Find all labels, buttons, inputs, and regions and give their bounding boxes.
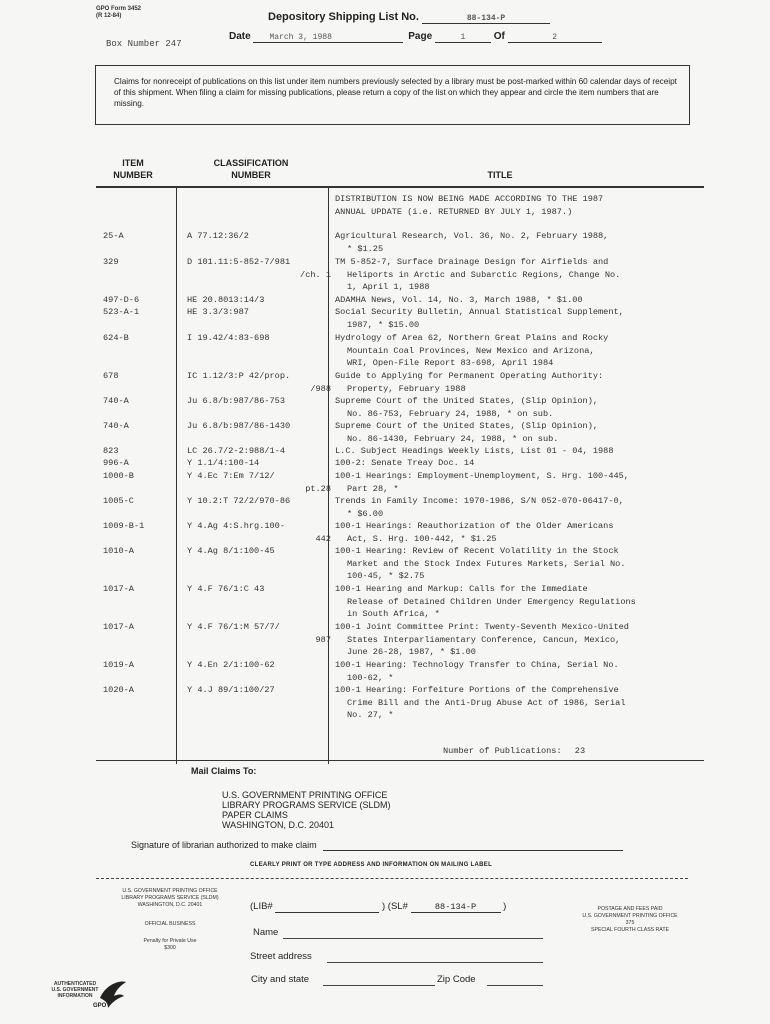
item-number: 497-D-6 <box>103 295 140 305</box>
city-label: City and state <box>251 974 310 985</box>
publication-title: 100-1 Hearings: Reauthorization of the Older Americans Act, S. Hrg. 100-442, * $1.25 <box>335 521 614 544</box>
publication-title: 100-1 Hearing: Technology Transfer to China, Serial No. 100-62, * <box>335 660 619 683</box>
street-field[interactable] <box>327 962 543 963</box>
mail-address: U.S. GOVERNMENT PRINTING OFFICE LIBRARY PROGRAMS SERVICE (SLDM) PAPER CLAIMS WASHINGTON, D.C. 20401 <box>222 790 391 830</box>
publication-title: L.C. Subject Headings Weekly Lists, List 01 - 04, 1988 <box>335 446 614 456</box>
sl-number-value: 88-134-P <box>411 902 501 913</box>
form-number: GPO Form 3452 (R 12-84) <box>96 6 142 19</box>
classification-number: Ju 6.8/b:987/86-753 <box>187 396 285 406</box>
classification-number: LC 26.7/2-2:988/1-4 <box>187 446 285 456</box>
zip-label: Zip Code <box>437 974 476 985</box>
item-number: 996-A <box>103 458 129 468</box>
box-number: Box Number 247 <box>106 39 182 49</box>
signature-field[interactable]: Signature of librarian authorized to make claim <box>131 840 623 851</box>
item-number: 523-A-1 <box>103 307 140 317</box>
cut-line-top <box>96 878 688 879</box>
publication-title: Supreme Court of the United States, (Slip Opinion), No. 86-753, February 24, 1988, * on sub. <box>335 396 599 419</box>
mail-claims-label: Mail Claims To: <box>191 766 257 776</box>
title-header: TITLE <box>487 170 513 180</box>
postage-block: POSTAGE AND FEES PAID U.S. GOVERNMENT PRINTING OFFICE 375 SPECIAL FOURTH CLASS RATE <box>582 906 678 933</box>
publication-title: Hydrology of Area 62, Northern Great Plains and Rocky Mountain Coal Provinces, New Mexico and Arizona, WRI, Open-File Report 83-698, April 1984 <box>335 333 609 368</box>
column-divider-1 <box>176 187 177 764</box>
page-total: 2 <box>508 33 602 43</box>
item-number-header: ITEM NUMBER <box>113 158 153 180</box>
classification-number: A 77.12:36/2 <box>187 231 249 241</box>
signature-line[interactable] <box>323 840 623 851</box>
publication-title: ADAMHA News, Vol. 14, No. 3, March 1988, * $1.00 <box>335 295 583 305</box>
publication-title: Supreme Court of the United States, (Slip Opinion), No. 86-1430, February 24, 1988, * on sub. <box>335 421 599 444</box>
item-number: 1010-A <box>103 546 134 556</box>
claims-notice: Claims for nonreceipt of publications on this list under item numbers previously selected by a library must be post-marked within 60 calendar days of receipt of this shipment. When filing a claim for missing publications, please return a copy of the list on which they appear and circle the item numbers that are missing. <box>95 65 690 125</box>
item-number: 1009-B-1 <box>103 521 145 531</box>
classification-number: Y 4.J 89/1:100/27 <box>187 685 275 695</box>
lib-number-field[interactable]: (LIB# ) (SL# 88-134-P ) <box>250 901 507 912</box>
date-value: March 3, 1988 <box>253 33 403 43</box>
zip-field[interactable] <box>487 985 543 986</box>
list-title: Depository Shipping List No. 88-134-P <box>268 11 550 24</box>
classification-number: Ju 6.8/b:987/86-1430 <box>187 421 291 431</box>
item-number: 740-A <box>103 421 129 431</box>
publication-title: Social Security Bulletin, Annual Statistical Supplement, 1987, * $15.00 <box>335 307 624 330</box>
list-number: 88-134-P <box>422 14 550 24</box>
classification-number: Y 4.Ec 7:Em 7/12/ pt.28 <box>187 471 331 494</box>
classification-number: Y 4.Ag 8/1:100-45 <box>187 546 275 556</box>
city-field[interactable] <box>323 985 435 986</box>
classification-number: I 19.42/4:83-698 <box>187 333 270 343</box>
item-number: 1017-A <box>103 584 134 594</box>
publication-title: 100-1 Joint Committee Print: Twenty-Seventh Mexico-United States Interparliamentary Conference, Cancun, Mexico, June 26-28, 1987, * $1.00 <box>335 622 629 657</box>
item-number: 25-A <box>103 231 124 241</box>
publication-count: Number of Publications: 23 <box>443 746 586 756</box>
publication-title: 100-1 Hearing and Markup: Calls for the Immediate Release of Detained Children Under Emergency Regulations in South Africa, * <box>335 584 636 619</box>
classification-number: Y 10.2:T 72/2/970-86 <box>187 496 291 506</box>
item-number: 678 <box>103 371 119 381</box>
street-label: Street address <box>250 951 312 962</box>
publication-title: 100-1 Hearing: Forfeiture Portions of the Comprehensive Crime Bill and the Anti-Drug Abuse Act of 1986, Serial No. 27, * <box>335 685 626 720</box>
item-number: 1019-A <box>103 660 134 670</box>
publication-title: Agricultural Research, Vol. 36, No. 2, February 1988, * $1.25 <box>335 231 609 254</box>
item-number: 1017-A <box>103 622 134 632</box>
classification-number: Y 1.1/4:100-14 <box>187 458 260 468</box>
item-number: 329 <box>103 257 119 267</box>
classification-number: IC 1.12/3:P 42/prop. /988 <box>187 371 331 394</box>
mailing-instruction: CLEARLY PRINT OR TYPE ADDRESS AND INFORMATION ON MAILING LABEL <box>250 862 493 868</box>
classification-number: Y 4.F 76/1:M 57/7/ 987 <box>187 622 331 645</box>
publication-title: Guide to Applying for Permanent Operating Authority: Property, February 1988 <box>335 371 604 394</box>
classification-number: HE 20.8013:14/3 <box>187 295 265 305</box>
header-rule <box>96 186 704 188</box>
classification-header: CLASSIFICATION NUMBER <box>213 158 289 180</box>
table-bottom-rule <box>96 760 704 761</box>
name-field[interactable] <box>283 938 543 939</box>
item-number: 1000-B <box>103 471 134 481</box>
classification-number: Y 4.En 2/1:100-62 <box>187 660 275 670</box>
date-row: Date March 3, 1988 Page 1 Of 2 <box>229 31 602 43</box>
sender-block: U.S. GOVERNMENT PRINTING OFFICE LIBRARY PROGRAMS SERVICE (SLDM) WASHINGTON, D.C. 20401 OFFICIAL BUSINESS Penalty for Private Use $300 <box>121 888 219 951</box>
publication-title: TM 5-852-7, Surface Drainage Design for Airfields and Heliports in Arctic and Subarctic Regions, Change No. 1, April 1, 1988 <box>335 257 621 292</box>
publication-title: 100-1 Hearings: Employment-Unemployment, S. Hrg. 100-445, Part 28, * <box>335 471 629 494</box>
publication-title: Trends in Family Income: 1970-1986, S/N 052-070-06417-0, * $6.00 <box>335 496 624 519</box>
gpo-label: GPO <box>93 1003 107 1009</box>
publication-title: 100-2: Senate Treay Doc. 14 <box>335 458 475 468</box>
distribution-note: DISTRIBUTION IS NOW BEING MADE ACCORDING TO THE 1987 ANNUAL UPDATE (i.e. RETURNED BY JULY 1, 1987.) <box>335 194 604 217</box>
item-number: 1020-A <box>103 685 134 695</box>
item-number: 1005-C <box>103 496 134 506</box>
classification-number: D 101.11:5-852-7/981 /ch. 1 <box>187 257 331 280</box>
publication-title: 100-1 Hearing: Review of Recent Volatility in the Stock Market and the Stock Index Futures Markets, Serial No. 100-45, * $2.75 <box>335 546 626 581</box>
name-label: Name <box>253 927 279 938</box>
item-number: 823 <box>103 446 119 456</box>
classification-number: Y 4.Ag 4:S.hrg.100- 442 <box>187 521 331 544</box>
gpo-logo-text: AUTHENTICATED U.S. GOVERNMENT INFORMATION <box>51 981 99 999</box>
page-value: 1 <box>435 33 491 43</box>
item-number: 740-A <box>103 396 129 406</box>
classification-number: HE 3.3/3:987 <box>187 307 249 317</box>
classification-number: Y 4.F 76/1:C 43 <box>187 584 265 594</box>
item-number: 624-B <box>103 333 129 343</box>
